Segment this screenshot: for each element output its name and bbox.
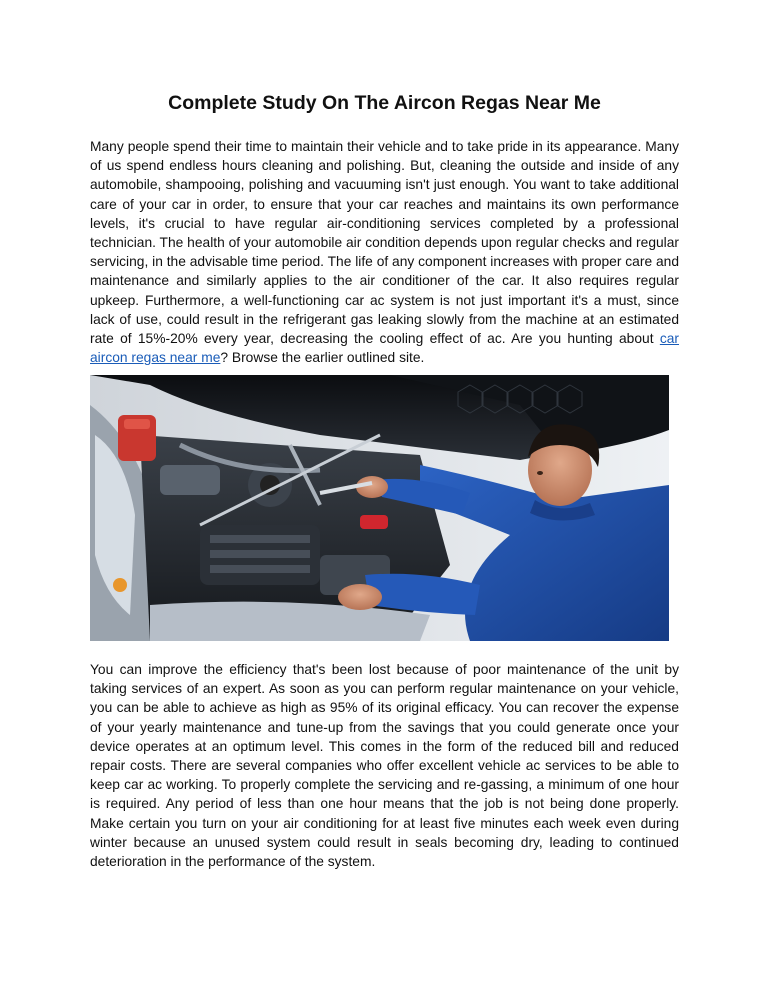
intro-text-end: ? Browse the earlier outlined site. (220, 350, 425, 366)
intro-paragraph (90, 137, 679, 367)
mechanic-photo (90, 375, 669, 641)
mechanic-working-on-car-engine-photo-icon (90, 375, 669, 641)
intro-text: Many people spend their time to maintain their vehicle and to take pride in its appearance. Many of us spend endless hours cleaning and polishing. But, cleaning the outside and inside of any automobile, shampooing, polishing and vacuuming isn't just enough. You want to take additional care of your car in order, to ensure that your car reaches and maintains its own performance levels, it's crucial to have regular air-conditioning services completed by a professional technician. The health of your automobile air condition depends upon regular checks and regular servicing, in the advisable time period. The life of any component increases with proper care and maintenance and similarly applies to the air conditioner of the car. It also requires regular upkeep. Furthermore, a well-functioning car ac system is not just important it's a must, since lack of use, could result in the refrigerant gas leaking slowly from the machine at an estimated rate of 15%-20% every year, decreasing the cooling effect of ac. Are you hunting about (90, 139, 679, 347)
efficiency-paragraph: You can improve the efficiency that's been lost because of poor maintenance of the unit by taking services of an expert. As soon as you can perform regular maintenance on your vehicle, you can be able to achieve as high as 95% of its original efficacy. You can recover the expense of your yearly maintenance and tune-up from the savings that you could generate once your device operates at an optimum level. This comes in the form of the reduced bill and reduced repair costs. There are several companies who offer excellent vehicle ac services to be able to keep car ac working. To properly complete the servicing and re-gassing, a minimum of one hour is required. Any period of less than one hour means that the job is not being done properly. Make certain you turn on your air conditioning for at least five minutes each week even during winter because an unused system could result in seals becoming dry, leading to continued deterioration in the performance of the system. (90, 662, 679, 870)
page-title: Complete Study On The Aircon Regas Near Me (168, 92, 601, 114)
aircon-regas-link[interactable]: car aircon regas near me (90, 331, 679, 366)
